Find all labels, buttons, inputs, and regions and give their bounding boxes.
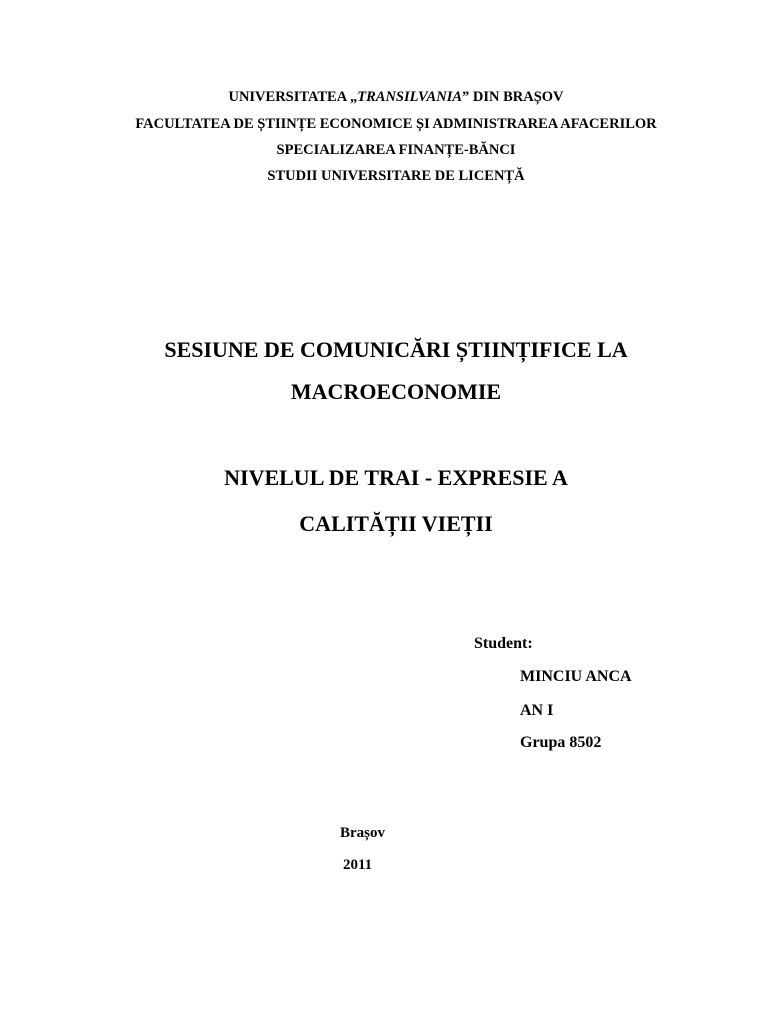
paper-title-line-1: NIVELUL DE TRAI - EXPRESIE A [224, 465, 568, 490]
faculty-line: FACULTATEA DE ȘTIINȚE ECONOMICE ȘI ADMINISTRAREA AFACERILOR [135, 116, 657, 132]
student-year: AN I [520, 702, 554, 719]
footer-year: 2011 [343, 857, 373, 873]
university-suffix: ” DIN BRAȘOV [462, 89, 564, 105]
session-title-line-2: MACROECONOMIE [290, 379, 502, 404]
university-prefix: UNIVERSITATEA „ [228, 89, 358, 105]
paper-title-line-2: CALITĂȚII VIEȚII [299, 511, 493, 536]
university-name: TRANSILVANIA [357, 89, 463, 105]
studies-line: STUDII UNIVERSITARE DE LICENȚĂ [267, 168, 525, 184]
student-label: Student: [474, 635, 533, 652]
student-group: Grupa 8502 [520, 734, 602, 751]
student-name: MINCIU ANCA [520, 668, 632, 685]
specialization-line: SPECIALIZAREA FINANȚE-BĂNCI [276, 142, 516, 158]
university-line [0, 89, 768, 106]
session-title-line-1: SESIUNE DE COMUNICĂRI ȘTIINȚIFICE LA [164, 337, 628, 362]
footer-city: Brașov [340, 825, 385, 841]
